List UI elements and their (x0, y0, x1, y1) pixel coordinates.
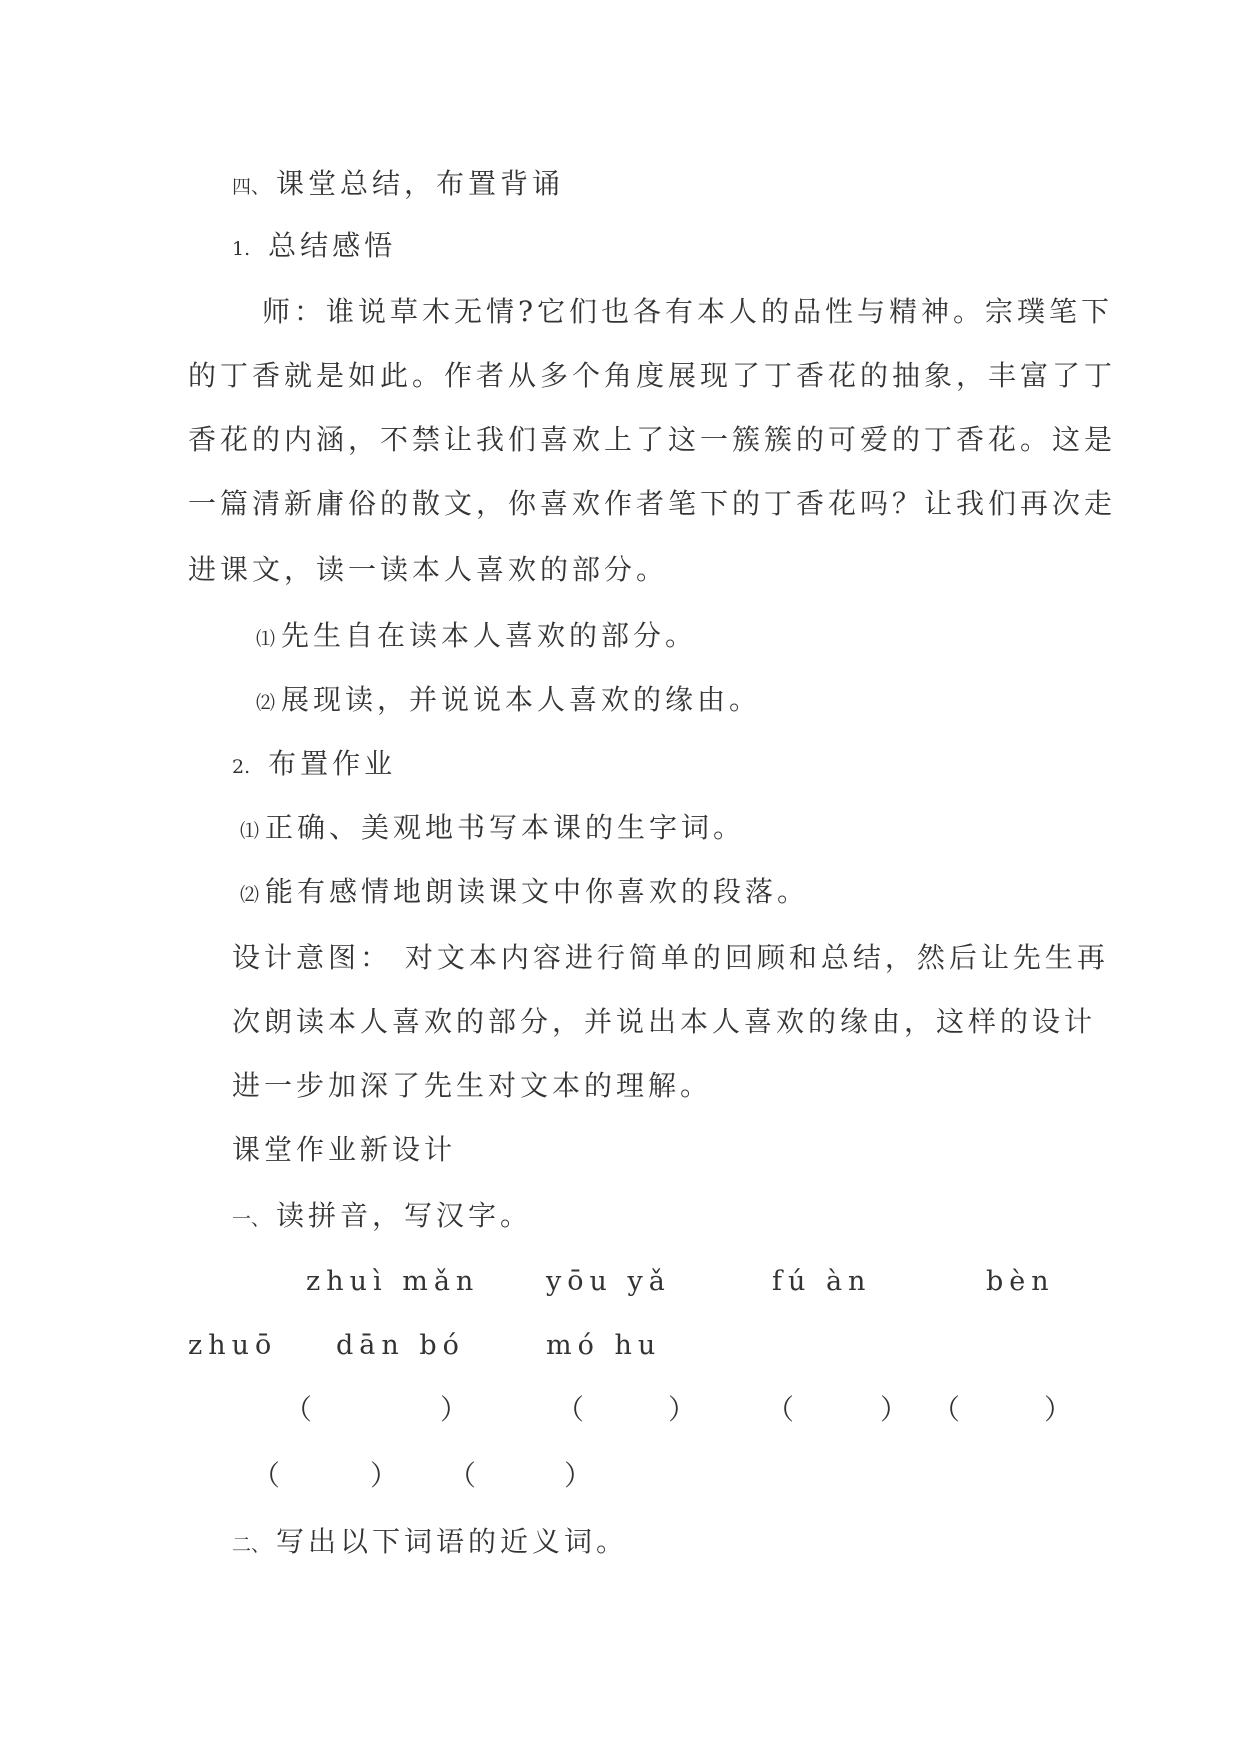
pinyin-item: fú àn (772, 1266, 872, 1297)
sub-item-2 (256, 680, 761, 723)
item-2 (232, 744, 396, 787)
section-number: 四、 (232, 176, 271, 198)
question-1 (232, 1196, 532, 1239)
homework-number: ⑴ (240, 820, 260, 842)
homework-number: ⑵ (240, 884, 260, 906)
answer-blank-open: （ (766, 1393, 795, 1426)
question-text: 写出以下词语的近义词。 (276, 1525, 629, 1558)
answer-blank-close: ） (668, 1393, 697, 1426)
answer-blank-open: （ (252, 1459, 281, 1492)
pinyin-item: bèn (986, 1266, 1055, 1297)
answer-blank-close: ） (880, 1393, 909, 1426)
question-number: 二、 (232, 1534, 271, 1556)
paragraph-line: 的丁香就是如此。作者从多个角度展现了丁香花的抽象，丰富了丁 (188, 359, 1117, 392)
question-2 (232, 1522, 628, 1565)
design-intent-line: 设计意图： 对文本内容进行简单的回顾和总结，然后让先生再 (232, 941, 1109, 974)
answer-blank-open: （ (448, 1459, 477, 1492)
item-text: 总结感悟 (268, 229, 397, 262)
homework-item-2 (240, 872, 809, 915)
pinyin-item: yōu yǎ (546, 1266, 671, 1297)
question-text: 读拼音，写汉字。 (276, 1199, 533, 1232)
design-intent-line: 进一步加深了先生对文本的理解。 (232, 1069, 713, 1102)
homework-design-title: 课堂作业新设计 (232, 1133, 457, 1166)
paragraph-line: 进课文，读一读本人喜欢的部分。 (188, 553, 669, 586)
sub-item-number: ⑵ (256, 692, 276, 714)
pinyin-item: dān bó (336, 1330, 465, 1361)
item-number: 2. (232, 756, 251, 778)
homework-item-1 (240, 808, 745, 851)
sub-item-text: 展现读，并说说本人喜欢的缘由。 (281, 683, 762, 716)
answer-blank-open: （ (284, 1393, 313, 1426)
item-text: 布置作业 (268, 747, 397, 780)
pinyin-item: zhuì mǎn (306, 1266, 480, 1297)
sub-item-text: 先生自在读本人喜欢的部分。 (281, 619, 698, 652)
answer-blank-close: ） (564, 1459, 593, 1492)
sub-item-1 (256, 616, 697, 659)
paragraph-line: 香花的内涵，不禁让我们喜欢上了这一簇簇的可爱的丁香花。这是 (188, 423, 1117, 456)
section-title-4 (232, 164, 564, 207)
section-title-text: 课堂总结，布置背诵 (276, 167, 565, 200)
paragraph-line: 师：谁说草木无情?它们也各有本人的品性与精神。宗璞笔下 (262, 295, 1114, 328)
item-1 (232, 226, 396, 269)
sub-item-number: ⑴ (256, 628, 276, 650)
design-intent-line: 次朗读本人喜欢的部分，并说出本人喜欢的缘由，这样的设计 (232, 1005, 1097, 1038)
homework-text: 能有感情地朗读课文中你喜欢的段落。 (265, 875, 810, 908)
answer-blank-close: ） (1044, 1393, 1073, 1426)
answer-blank-open: （ (932, 1393, 961, 1426)
homework-text: 正确、美观地书写本课的生字词。 (265, 811, 746, 844)
question-number: 一、 (232, 1208, 271, 1230)
answer-blank-open: （ (556, 1393, 585, 1426)
item-number: 1. (232, 238, 251, 260)
answer-blank-close: ） (440, 1393, 469, 1426)
pinyin-item: zhuō (188, 1330, 278, 1361)
paragraph-line: 一篇清新庸俗的散文，你喜欢作者笔下的丁香花吗？让我们再次走 (188, 487, 1117, 520)
pinyin-item: mó hu (546, 1330, 662, 1361)
answer-blank-close: ） (370, 1459, 399, 1492)
